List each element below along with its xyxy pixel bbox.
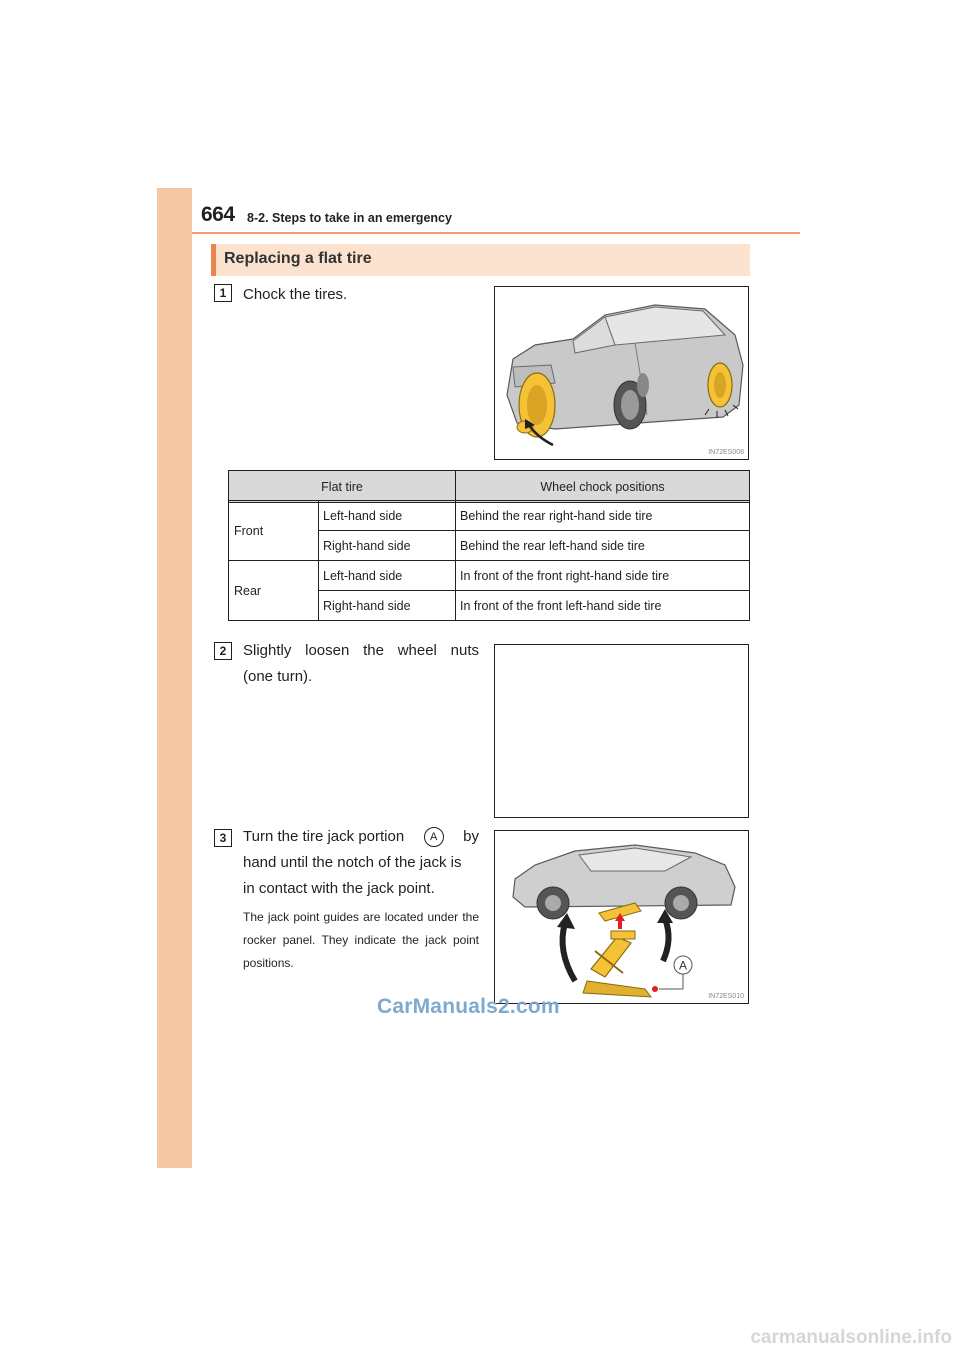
figure-blank xyxy=(494,644,749,818)
table-cell: In front of the front right-hand side tire xyxy=(456,561,750,591)
step-3-line-2: hand until the notch of the jack is xyxy=(243,854,462,871)
step-3-line-3: in contact with the jack point. xyxy=(243,880,435,897)
step-3-line-1-post: by xyxy=(463,828,479,845)
figure-callout-a: A xyxy=(679,958,688,973)
step-3-line-1 xyxy=(243,824,479,850)
step-3-number: 3 xyxy=(214,829,232,847)
table-header: Wheel chock positions xyxy=(456,471,750,503)
step-1-number: 1 xyxy=(214,284,232,302)
page-number: 664 xyxy=(201,203,235,226)
section-title: 8-2. Steps to take in an emergency xyxy=(247,211,452,225)
table-group-label: Front xyxy=(229,501,319,561)
step-3-text xyxy=(243,824,479,902)
figure-code: IN72ES010 xyxy=(708,993,744,1000)
table-cell: Behind the rear left-hand side tire xyxy=(456,531,750,561)
watermark: CarManuals2.com xyxy=(377,995,560,1018)
heading-text: Replacing a flat tire xyxy=(224,250,372,267)
table-group-label: Rear xyxy=(229,561,319,621)
step-2-line-2: (one turn). xyxy=(243,668,313,685)
table-cell: Behind the rear right-hand side tire xyxy=(456,501,750,531)
wheel-chock-table xyxy=(228,470,750,503)
step-2-line-1: Slightly loosen the wheel nuts xyxy=(243,642,479,659)
table-header: Flat tire xyxy=(229,471,456,503)
jack-illustration xyxy=(495,831,748,1003)
header-rule xyxy=(192,232,800,234)
figure-jack xyxy=(494,830,749,1004)
step-1-text: Chock the tires. xyxy=(243,286,348,303)
footer-url: carmanualsonline.info xyxy=(750,1327,952,1348)
step-2-number: 2 xyxy=(214,642,232,660)
table-cell: Left-hand side xyxy=(319,561,456,591)
figure-chock-tires xyxy=(494,286,749,460)
wheel-chock-table-body xyxy=(228,500,750,621)
figure-code: IN72ES008 xyxy=(708,449,744,456)
table-cell: Right-hand side xyxy=(319,591,456,621)
side-color-band xyxy=(157,188,192,1168)
table-row xyxy=(229,561,750,591)
step-3-note: The jack point guides are located under the rocker panel. They indicate the jack point positions. xyxy=(243,910,479,970)
table-cell: Right-hand side xyxy=(319,531,456,561)
table-cell: Left-hand side xyxy=(319,501,456,531)
step-3-line-1-pre: Turn the tire jack portion xyxy=(243,828,405,845)
step-2-text xyxy=(243,638,479,690)
car-chock-illustration xyxy=(495,287,748,459)
section-heading xyxy=(211,244,750,276)
heading-accent xyxy=(211,244,216,276)
table-row xyxy=(229,501,750,531)
table-cell: In front of the front left-hand side tire xyxy=(456,591,750,621)
table-header-row xyxy=(229,471,750,503)
callout-a-marker: A xyxy=(424,827,444,847)
